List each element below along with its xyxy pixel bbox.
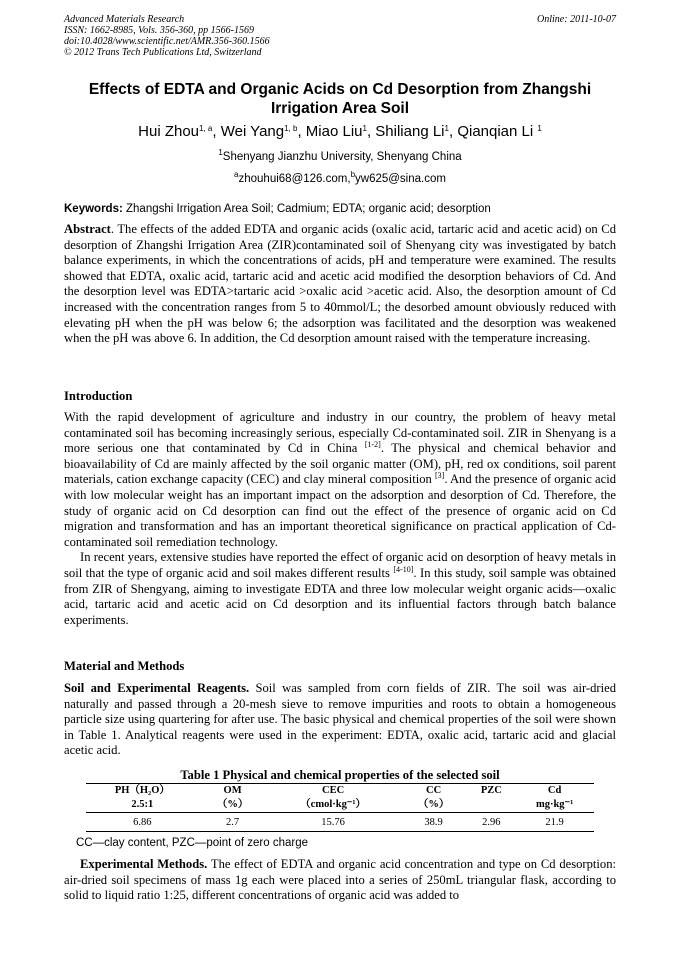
author-name: Wei Yang — [220, 123, 285, 140]
table-cell: 15.76 — [266, 813, 399, 832]
author-affil-mark: 1 — [537, 124, 542, 133]
issn-line: ISSN: 1662-8985, Vols. 356-360, pp 1566-1569 — [64, 25, 254, 36]
table-cell: 38.9 — [400, 813, 468, 832]
citation[interactable]: [1-2] — [364, 440, 381, 450]
table-cell: 2.7 — [199, 813, 267, 832]
citation[interactable]: [4-10] — [393, 564, 414, 574]
table-header-cell: CC — [400, 784, 468, 799]
affiliation-text: Shenyang Jianzhu University, Shenyang China — [222, 151, 462, 163]
table-header-row — [86, 784, 594, 799]
table-cell: 21.9 — [515, 813, 594, 832]
section-heading-introduction: Introduction — [64, 389, 133, 403]
table-header-cell: PZC — [467, 784, 515, 799]
abstract — [64, 222, 616, 347]
table-header-cell: Cd — [515, 784, 594, 799]
author-name: Shiliang Li — [375, 123, 445, 140]
email-mark-b: b — [350, 170, 356, 179]
paragraph-text: With the rapid development of agriculture and industry in our country, the problem of heavy metal contaminated soil has becoming increasingly serious, especially Cd-contaminated soil. ZIR in Shenyang is a more serious one that contaminated by Cd in China — [64, 410, 616, 456]
keywords — [64, 202, 616, 216]
author-affil-mark: 1 — [444, 124, 449, 133]
table-header-unit — [467, 798, 515, 813]
email-mark-a: a — [234, 170, 239, 179]
table-caption: Table 1 Physical and chemical properties of the selected soil — [180, 768, 500, 782]
paragraph-text: . In this study, soil sample was obtained from ZIR of Shengyang, aiming to investigate EDTA and three low molecular weight organic acids—oxalic acid, tartaric acid and acetic acid on Cd desorption and its influential factors through batch balance experiments. — [64, 565, 616, 627]
paragraph — [64, 410, 616, 550]
affiliation-mark: 1 — [218, 148, 223, 157]
author-name: Hui Zhou — [138, 123, 200, 140]
table-header-unit: mg·kg⁻¹ — [535, 799, 574, 810]
author-affil-mark: 1 — [362, 124, 367, 133]
paragraph-text: The effect of EDTA and organic acid concentration and type on Cd desorption: air-dried soil specimens of mass 1g each were placed into a series of 250mL triangular flask, according to solid to liquid ratio 1:25, different concentrations of organic acid was added to — [64, 857, 616, 903]
table-header-cell: OM — [199, 784, 267, 799]
table-row — [86, 813, 594, 832]
author-affil-mark: 1, b — [284, 124, 298, 133]
citation[interactable]: [3] — [435, 471, 445, 481]
online-date: Online: 2011-10-07 — [537, 14, 616, 25]
author-emails — [64, 172, 616, 186]
table-header-row-units — [86, 798, 594, 813]
journal-name: Advanced Materials Research — [64, 14, 185, 25]
author-name: Qianqian Li — [457, 123, 534, 140]
table-cell: 6.86 — [86, 813, 199, 832]
methods-experimental — [64, 857, 616, 904]
email-a[interactable]: zhouhui68@126.com, — [238, 173, 351, 185]
paragraph-text: . The physical and chemical behavior and bioavailability of Cd are mainly affected by the soil organic matter (OM), pH, red ox conditions, soil parent materials, cation exchange capacity (CEC) and clay mineral composition — [64, 441, 616, 487]
abstract-label: Abstract — [64, 222, 111, 236]
abstract-text: . The effects of the added EDTA and organic acids (oxalic acid, tartaric acid and acetic acid) on Cd desorption of Zhangshi Irrigation Area (ZIR)contaminated soil of Shenyang city was investigated by batch balance experiments, in which the concentrations of acids, pH and temperature were examined. The results showed that EDTA, oxalic acid, tartaric acid and acetic acid modified the desorption behaviors of Cd. And the desorption level was EDTA>tartaric acid >oxalic acid >acetic acid. Also, the desorption amount of Cd increased with the concentration ranges from 5 to 40mmol/L; the desorbed amount obviously reduced with elevating pH when the pH was below 6; the adsorption was facilitated and the desorption was weakened when the pH was above 6. In addition, the Cd desorption amount raised with the temperature increasing. — [64, 222, 616, 346]
publication-header — [64, 14, 616, 58]
introduction-body — [64, 410, 616, 628]
paper-title: Effects of EDTA and Organic Acids on Cd Desorption from Zhangshi Irrigation Area Soil — [88, 81, 592, 117]
table-header-unit: （cmol·kg⁻¹） — [300, 799, 367, 810]
doi-line: doi:10.4028/www.scientific.net/AMR.356-360.1566 — [64, 36, 270, 47]
table-cell: 2.96 — [467, 813, 515, 832]
soil-properties-table — [86, 783, 594, 832]
author-affil-mark: 1, a — [199, 124, 213, 133]
paragraph-text: . And the presence of organic acid with low molecular weight has an important impact on the adsorption and desorption of Cd. Therefore, the study of organic acid on Cd desorption can find out the effect of the presence of organic acid on Cd migration and transformation and has an important theoretical significance on practical application of Cd-contaminated soil remediation technology. — [64, 472, 617, 549]
author-list: Hui Zhou$^{1, a}$, Wei Yang$^{1, b}$, Miao Liu$^1$, Shiliang Li$^1$, Qianqian Li $^1$ — [138, 123, 542, 140]
copyright-line: © 2012 Trans Tech Publications Ltd, Switzerland — [64, 47, 262, 58]
subsection-heading: Soil and Experimental Reagents. — [64, 681, 250, 695]
section-heading-methods: Material and Methods — [64, 659, 185, 673]
paragraph — [64, 550, 616, 628]
email-b[interactable]: yw625@sina.com — [355, 173, 446, 185]
table-header-unit: （%） — [216, 799, 249, 810]
table-header-unit: （%） — [417, 799, 450, 810]
author-name: Miao Liu — [305, 123, 363, 140]
methods-body — [64, 681, 616, 759]
paragraph-text: In recent years, extensive studies have reported the effect of organic acid on desorption of heavy metals in soil that the type of organic acid and soil makes different results — [64, 550, 616, 580]
subsection-heading: Experimental Methods. — [80, 857, 208, 871]
paragraph-text: Soil was sampled from corn fields of ZIR. The soil was air-dried naturally and passed through a 20-mesh sieve to remove impurities and roots to obtain a homogeneous particle size using quartering for after use. The basic physical and chemical properties of the soil were shown in Table 1. Analytical reagents were used in the experiment: EDTA, oxalic acid, tartaric acid and glacial acetic acid. — [64, 681, 616, 758]
keywords-text: Zhangshi Irrigation Area Soil; Cadmium; EDTA; organic acid; desorption — [126, 203, 491, 215]
table-header-unit: 2.5:1 — [131, 799, 154, 810]
affiliation — [64, 150, 616, 164]
keywords-label: Keywords: — [64, 203, 123, 215]
table-header-cell: PH（H₂O） — [86, 784, 199, 799]
table-footnote: CC—clay content, PZC—point of zero charge — [76, 837, 309, 849]
table-header-cell: CEC — [266, 784, 399, 799]
